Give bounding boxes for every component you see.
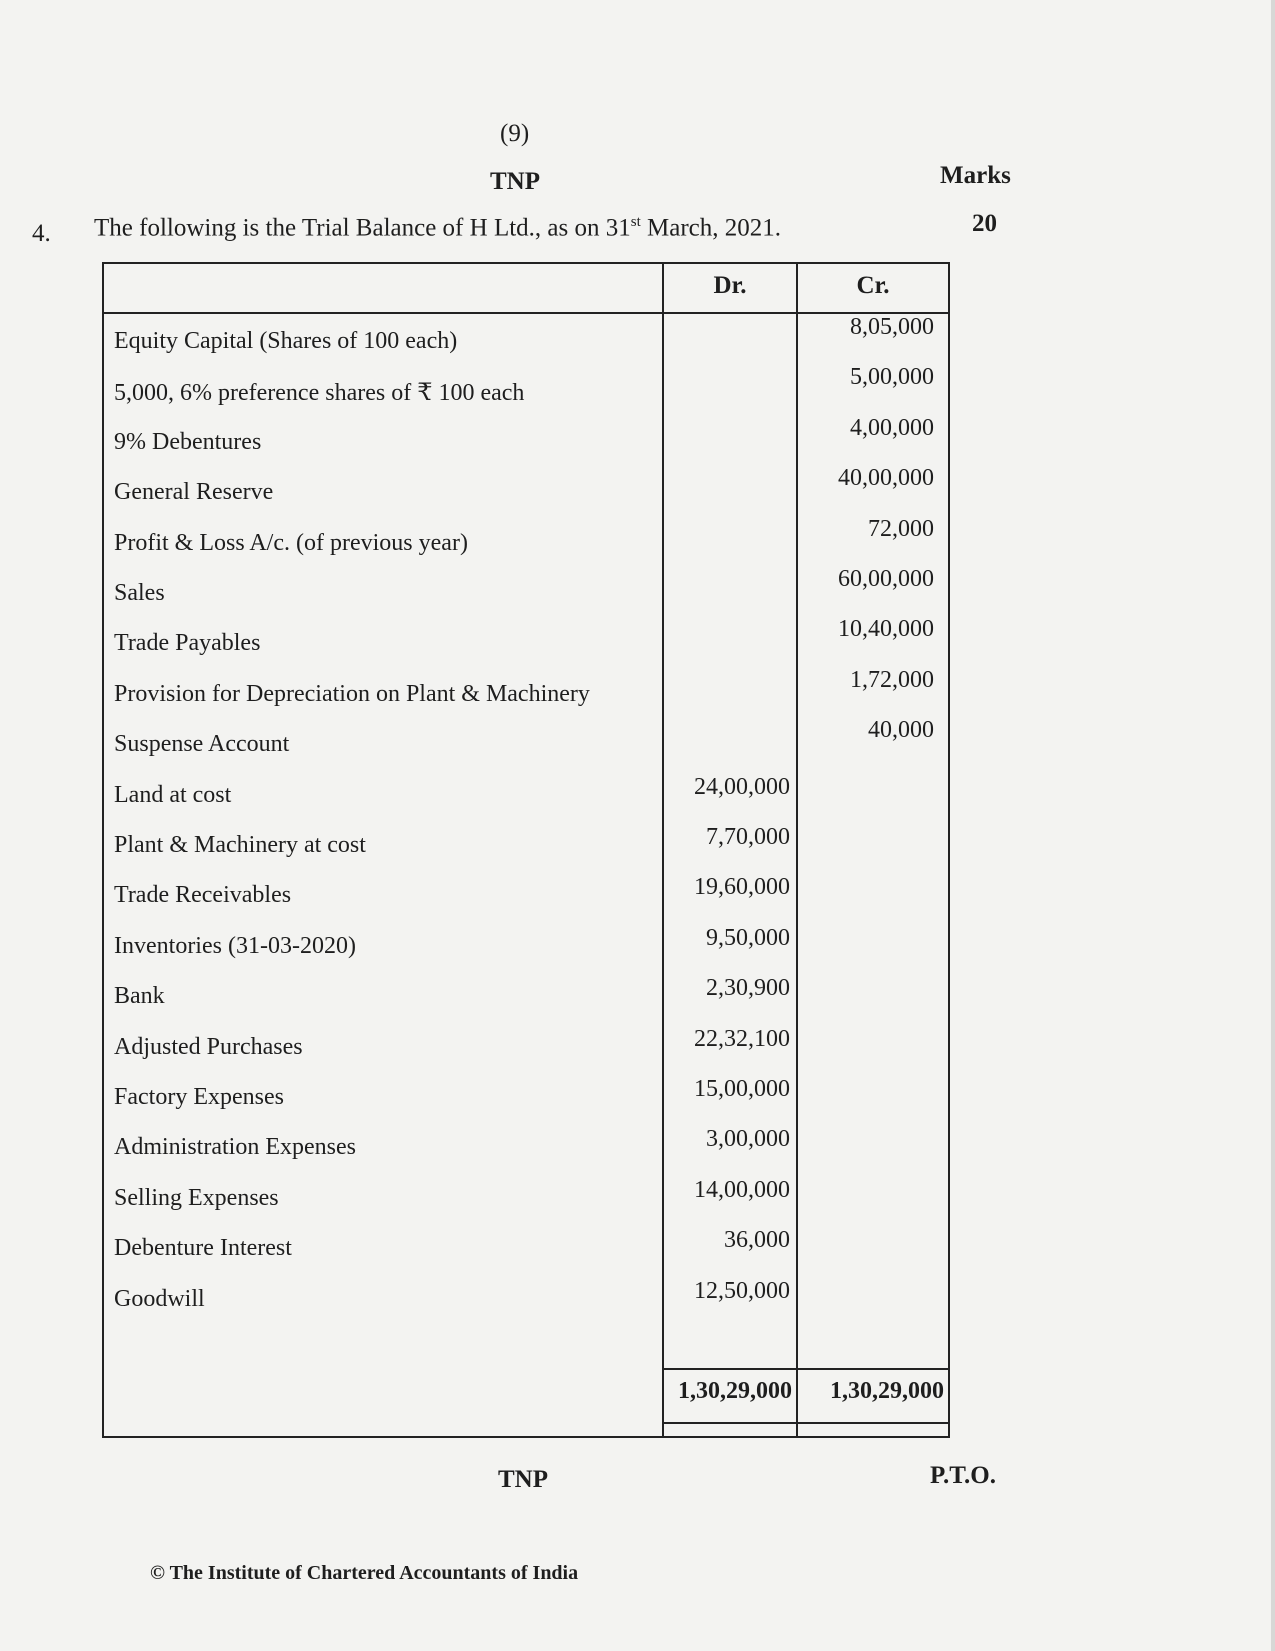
table-row: [104, 316, 948, 368]
table-row: [104, 467, 948, 519]
row-cr-amount: 8,05,000: [850, 314, 934, 340]
row-cr-amount: 40,000: [868, 717, 934, 744]
row-particulars: Sales: [114, 580, 165, 606]
row-cr-amount: 40,00,000: [838, 465, 934, 492]
table-row: [104, 921, 948, 973]
table-row: [104, 1022, 948, 1074]
row-dr-amount: 22,32,100: [694, 1025, 790, 1052]
row-particulars: Plant & Machinery at cost: [114, 832, 366, 858]
row-cr-amount: 1,72,000: [850, 666, 934, 693]
row-dr-amount: 12,50,000: [694, 1277, 790, 1304]
table-row: [104, 1173, 948, 1225]
total-bottom-rule: [662, 1422, 948, 1424]
row-cr-amount: 5,00,000: [850, 364, 934, 391]
row-dr-amount: 14,00,000: [694, 1176, 790, 1203]
question-text-main: The following is the Trial Balance of H Ltd., as on 31: [94, 214, 631, 242]
total-top-rule: [662, 1368, 948, 1370]
row-particulars: Trade Receivables: [114, 882, 292, 909]
footer-code: TNP: [498, 1466, 548, 1493]
row-particulars: Equity Capital (Shares of 100 each): [114, 328, 458, 354]
row-dr-amount: 9,50,000: [706, 924, 790, 951]
row-particulars: Adjusted Purchases: [114, 1033, 303, 1060]
question-text-end: March, 2021.: [640, 214, 781, 242]
row-particulars: Profit & Loss A/c. (of previous year): [114, 529, 468, 556]
row-particulars: Bank: [114, 983, 165, 1010]
table-row: [104, 719, 948, 771]
row-particulars: Debenture Interest: [114, 1235, 292, 1262]
row-dr-amount: 2,30,900: [706, 975, 790, 1002]
scan-edge: [1271, 0, 1275, 1651]
row-particulars: Trade Payables: [114, 630, 261, 657]
question-text-sup: st: [630, 214, 641, 230]
table-row: [104, 618, 948, 670]
page-number: (9): [500, 120, 530, 147]
row-particulars: Administration Expenses: [114, 1134, 356, 1161]
marks-label: Marks: [940, 162, 1011, 189]
row-dr-amount: 7,70,000: [706, 824, 790, 850]
row-particulars: 5,000, 6% preference shares of ₹ 100 each: [114, 380, 525, 407]
row-dr-amount: 19,60,000: [694, 874, 790, 901]
row-dr-amount: 24,00,000: [694, 773, 790, 800]
question-number: 4.: [32, 220, 51, 247]
table-row: [104, 568, 948, 620]
table-row: [104, 820, 948, 872]
question-marks: 20: [972, 210, 997, 237]
row-particulars: Provision for Depreciation on Plant & Machinery: [114, 680, 590, 707]
row-cr-amount: 10,40,000: [838, 616, 934, 643]
header-code: TNP: [490, 168, 540, 195]
row-particulars: Selling Expenses: [114, 1184, 279, 1211]
row-dr-amount: 36,000: [724, 1227, 790, 1254]
table-row: [104, 1072, 948, 1124]
row-particulars: General Reserve: [114, 479, 274, 506]
row-cr-amount: 4,00,000: [850, 414, 934, 441]
copyright-notice: © The Institute of Chartered Accountants of India: [150, 1562, 579, 1584]
trial-balance-table: [102, 262, 950, 1438]
table-row: [104, 366, 948, 418]
row-cr-amount: 72,000: [868, 515, 934, 542]
table-row: [104, 870, 948, 922]
total-dr: 1,30,29,000: [678, 1378, 792, 1404]
question-text: [94, 214, 781, 242]
pto-label: P.T.O.: [930, 1462, 996, 1489]
table-row: [104, 971, 948, 1023]
row-dr-amount: 15,00,000: [694, 1076, 790, 1102]
table-row: [104, 770, 948, 822]
row-dr-amount: 3,00,000: [706, 1126, 790, 1153]
row-particulars: 9% Debentures: [114, 428, 262, 455]
row-particulars: Goodwill: [114, 1285, 205, 1312]
total-cr: 1,30,29,000: [830, 1378, 944, 1404]
dr-column-header: Dr.: [713, 272, 747, 299]
row-particulars: Factory Expenses: [114, 1084, 284, 1110]
cr-column-header: Cr.: [856, 272, 890, 299]
table-row: [104, 414, 948, 469]
table-row: [104, 1274, 948, 1326]
table-row: [104, 1122, 948, 1174]
total-row: [104, 1374, 948, 1424]
table-row: [104, 1223, 948, 1275]
row-particulars: Inventories (31-03-2020): [114, 932, 356, 959]
row-particulars: Suspense Account: [114, 731, 290, 758]
table-row: [104, 666, 948, 721]
row-particulars: Land at cost: [114, 781, 232, 808]
row-cr-amount: 60,00,000: [838, 566, 934, 592]
table-row: [104, 515, 948, 570]
